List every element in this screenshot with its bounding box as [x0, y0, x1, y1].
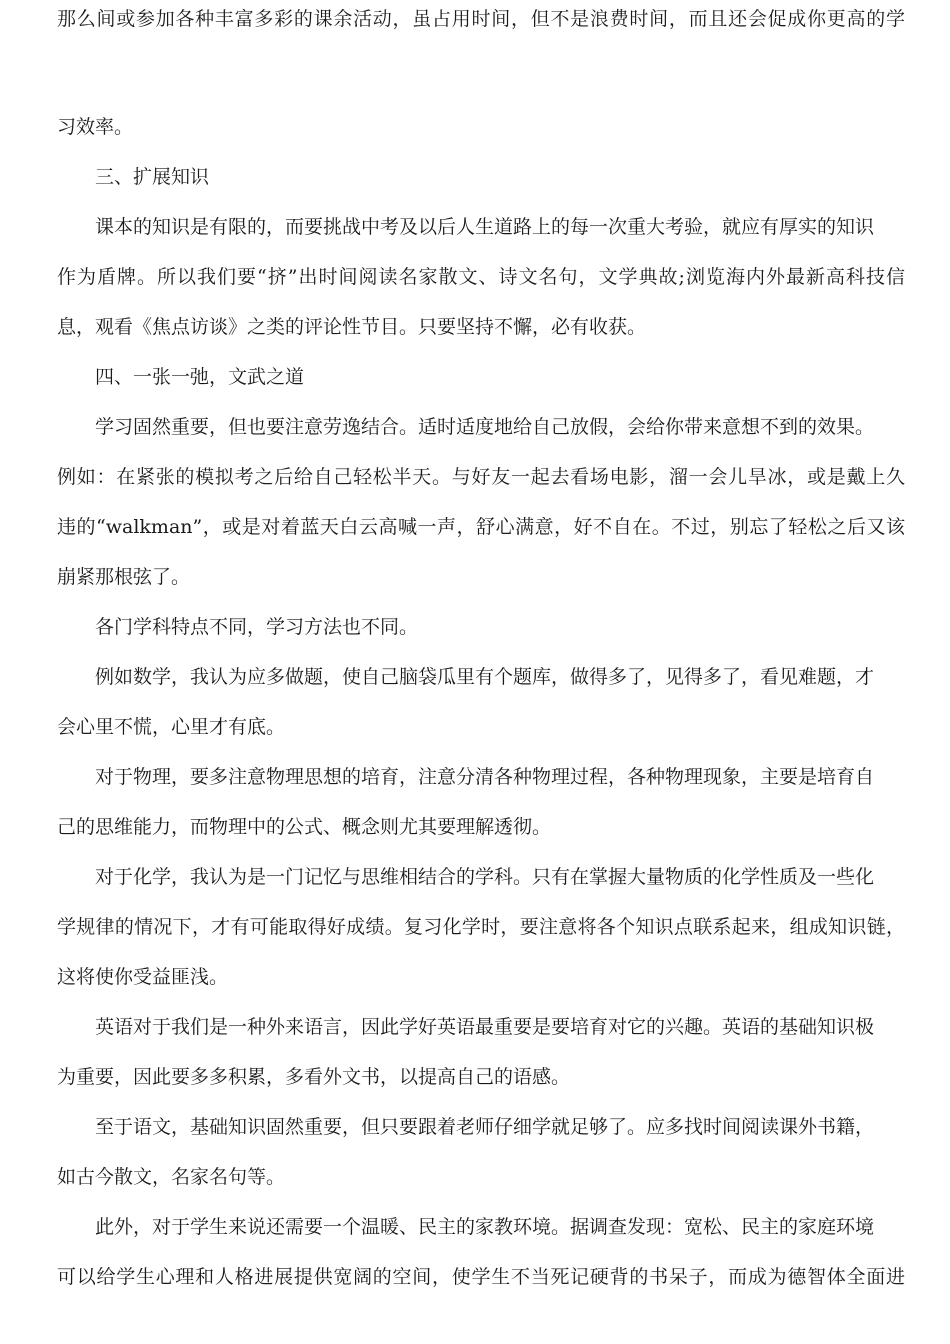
- text-line: 此外，对于学生来说还需要一个温暖、民主的家教环境。据调查发现：宽松、民主的家庭环境: [95, 1216, 875, 1238]
- text-line: 课本的知识是有限的，而要挑战中考及以后人生道路上的每一次重大考验，就应有厚实的知识: [95, 216, 875, 238]
- text-line: 可以给学生心理和人格进展提供宽阔的空间，使学生不当死记硬背的书呆子，而成为德智体全面进: [57, 1266, 905, 1288]
- text-line: 对于物理，要多注意物理思想的培育，注意分清各种物理过程，各种物理现象，主要是培育自: [95, 766, 875, 788]
- text-line: 息，观看《焦点访谈》之类的评论性节目。只要坚持不懈，必有收获。: [57, 316, 647, 338]
- text-line: 学习固然重要，但也要注意劳逸结合。适时适度地给自己放假，会给你带来意想不到的效果。: [95, 416, 875, 438]
- text-line: 习效率。: [57, 116, 134, 138]
- text-line: 违的“walkman”，或是对着蓝天白云高喊一声，舒心满意，好不自在。不过，别忘了轻松之后又该: [57, 516, 905, 538]
- section-heading: 三、扩展知识: [95, 166, 210, 188]
- text-line: 例如：在紧张的模拟考之后给自己轻松半天。与好友一起去看场电影，溜一会儿旱冰，或是戴上久: [57, 466, 905, 488]
- text-line: 学规律的情况下，才有可能取得好成绩。复习化学时，要注意将各个知识点联系起来，组成知识链，: [57, 916, 905, 938]
- text-line: 例如数学，我认为应多做题，使自己脑袋瓜里有个题库，做得多了，见得多了，看见难题，才: [95, 666, 875, 688]
- text-line: 各门学科特点不同，学习方法也不同。: [95, 616, 419, 638]
- text-line: 如古今散文，名家名句等。: [57, 1166, 286, 1188]
- text-line: 那么间或参加各种丰富多彩的课余活动，虽占用时间，但不是浪费时间，而且还会促成你更高的学: [57, 8, 905, 30]
- text-line: 至于语文，基础知识固然重要，但只要跟着老师仔细学就足够了。应多找时间阅读课外书籍，: [95, 1116, 875, 1138]
- document-page: [57, 0, 905, 1344]
- text-line: 作为盾牌。所以我们要“挤”出时间阅读名家散文、诗文名句，文学典故;浏览海内外最新高科技信: [57, 266, 905, 288]
- text-line: 这将使你受益匪浅。: [57, 966, 229, 988]
- text-line: 己的思维能力，而物理中的公式、概念则尤其要理解透彻。: [57, 816, 552, 838]
- text-line: 英语对于我们是一种外来语言，因此学好英语最重要是要培育对它的兴趣。英语的基础知识极: [95, 1016, 875, 1038]
- text-line: 对于化学，我认为是一门记忆与思维相结合的学科。只有在掌握大量物质的化学性质及一些化: [95, 866, 875, 888]
- section-heading: 四、一张一弛，文武之道: [95, 366, 305, 388]
- text-line: 崩紧那根弦了。: [57, 566, 191, 588]
- text-line: 会心里不慌，心里才有底。: [57, 716, 286, 738]
- text-line: 为重要，因此要多多积累，多看外文书，以提高自己的语感。: [57, 1066, 571, 1088]
